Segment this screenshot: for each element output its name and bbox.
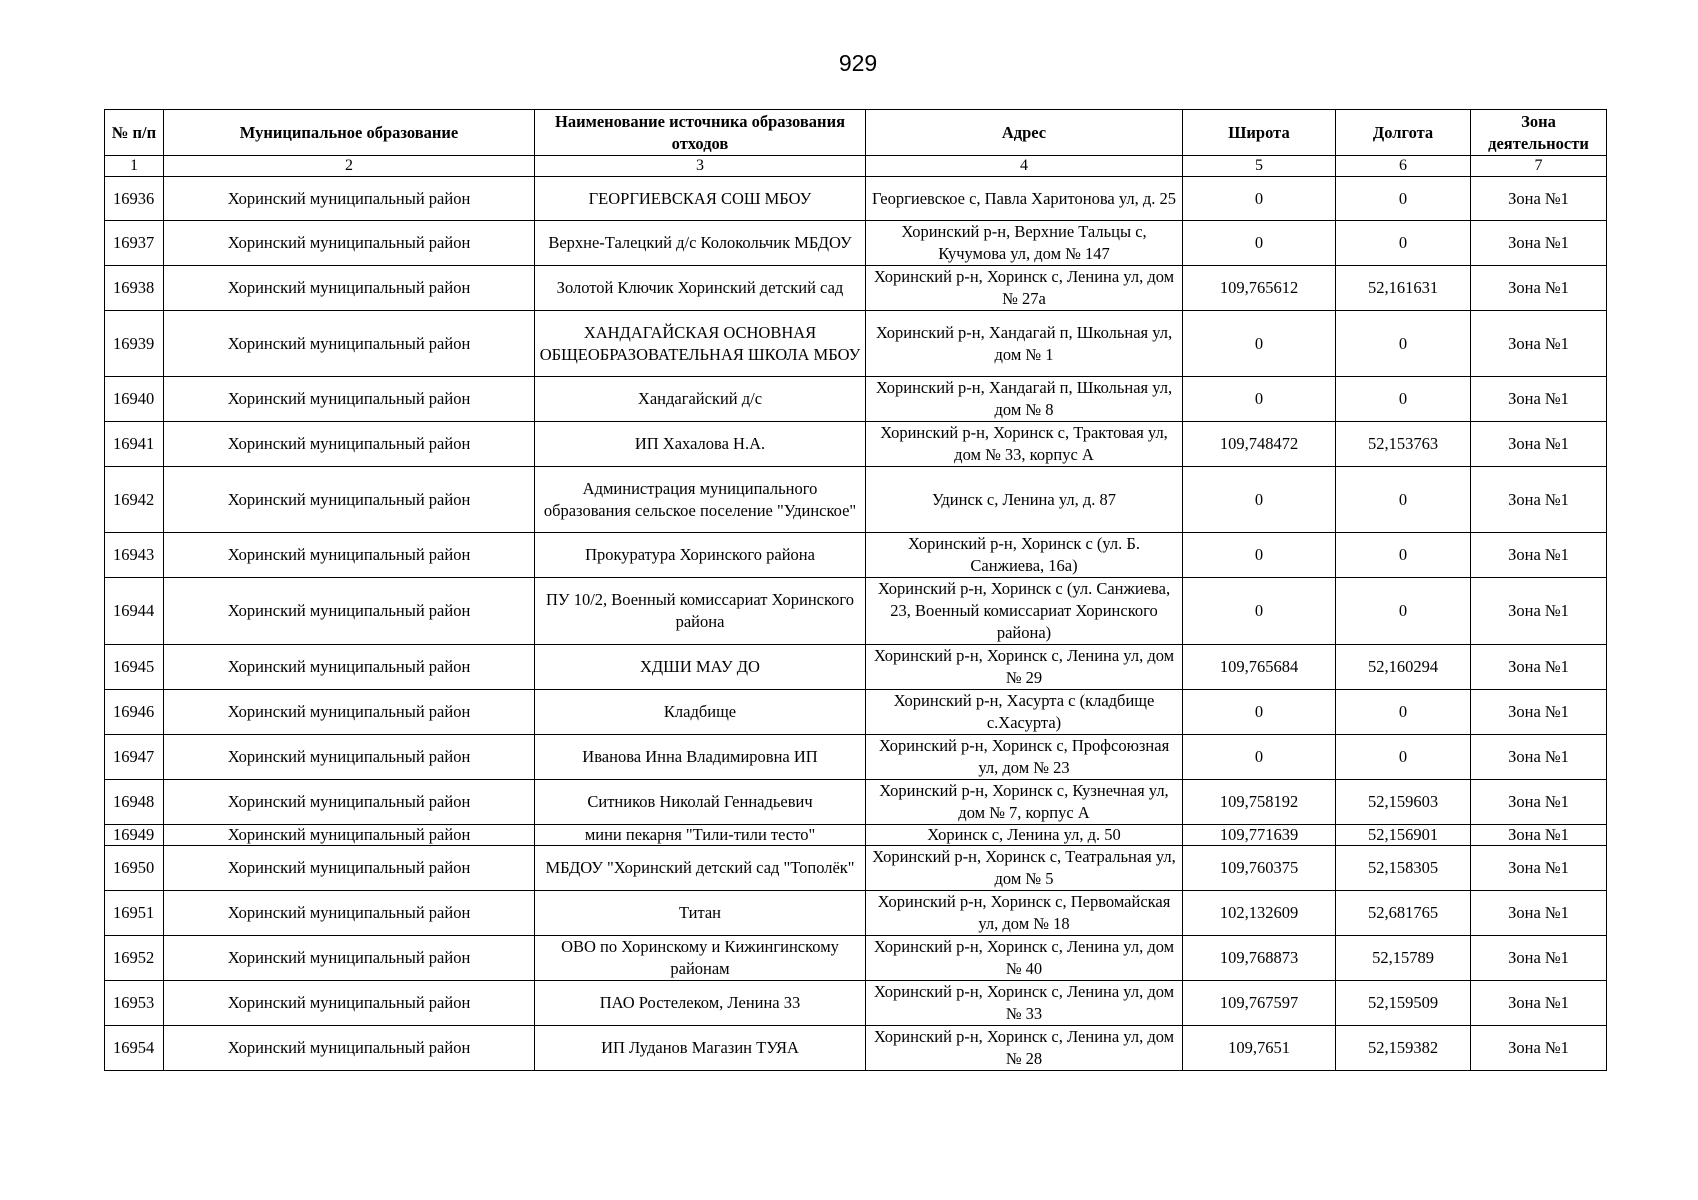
address-cell: Хоринский р-н, Хоринск с, Трактовая ул, дом № 33, корпус А bbox=[866, 422, 1183, 467]
longitude-cell: 0 bbox=[1336, 690, 1471, 735]
row-number: 16940 bbox=[105, 377, 164, 422]
source-cell: ИП Хахалова Н.А. bbox=[535, 422, 866, 467]
row-number: 16954 bbox=[105, 1026, 164, 1071]
municipality-cell: Хоринский муниципальный район bbox=[164, 735, 535, 780]
municipality-cell: Хоринский муниципальный район bbox=[164, 422, 535, 467]
longitude-cell: 0 bbox=[1336, 533, 1471, 578]
header-longitude: Долгота bbox=[1336, 110, 1471, 156]
table-row bbox=[105, 825, 1607, 846]
municipality-cell: Хоринский муниципальный район bbox=[164, 377, 535, 422]
table-row bbox=[105, 422, 1607, 467]
address-cell: Хоринский р-н, Хоринск с, Ленина ул, дом № 28 bbox=[866, 1026, 1183, 1071]
latitude-cell: 109,760375 bbox=[1183, 846, 1336, 891]
table-row bbox=[105, 981, 1607, 1026]
zone-cell: Зона №1 bbox=[1471, 846, 1607, 891]
address-cell: Хоринский р-н, Хоринск с, Первомайская ул, дом № 18 bbox=[866, 891, 1183, 936]
source-cell: МБДОУ "Хоринский детский сад "Тополёк" bbox=[535, 846, 866, 891]
municipality-cell: Хоринский муниципальный район bbox=[164, 533, 535, 578]
row-number: 16947 bbox=[105, 735, 164, 780]
address-cell: Хоринский р-н, Хоринск с, Ленина ул, дом № 40 bbox=[866, 936, 1183, 981]
latitude-cell: 109,768873 bbox=[1183, 936, 1336, 981]
row-number: 16951 bbox=[105, 891, 164, 936]
table-row bbox=[105, 936, 1607, 981]
longitude-cell: 52,159509 bbox=[1336, 981, 1471, 1026]
longitude-cell: 52,681765 bbox=[1336, 891, 1471, 936]
longitude-cell: 0 bbox=[1336, 377, 1471, 422]
latitude-cell: 109,748472 bbox=[1183, 422, 1336, 467]
zone-cell: Зона №1 bbox=[1471, 221, 1607, 266]
latitude-cell: 109,765684 bbox=[1183, 645, 1336, 690]
source-cell: Золотой Ключик Хоринский детский сад bbox=[535, 266, 866, 311]
address-cell: Георгиевское с, Павла Харитонова ул, д. 25 bbox=[866, 177, 1183, 221]
address-cell: Удинск с, Ленина ул, д. 87 bbox=[866, 467, 1183, 533]
header-source: Наименование источника образования отходов bbox=[535, 110, 866, 156]
longitude-cell: 0 bbox=[1336, 177, 1471, 221]
municipality-cell: Хоринский муниципальный район bbox=[164, 891, 535, 936]
longitude-cell: 52,153763 bbox=[1336, 422, 1471, 467]
column-number: 3 bbox=[535, 156, 866, 177]
latitude-cell: 0 bbox=[1183, 467, 1336, 533]
zone-cell: Зона №1 bbox=[1471, 311, 1607, 377]
table-row bbox=[105, 846, 1607, 891]
municipality-cell: Хоринский муниципальный район bbox=[164, 936, 535, 981]
latitude-cell: 0 bbox=[1183, 177, 1336, 221]
zone-cell: Зона №1 bbox=[1471, 467, 1607, 533]
table-row bbox=[105, 377, 1607, 422]
column-numbers-row bbox=[105, 156, 1607, 177]
zone-cell: Зона №1 bbox=[1471, 735, 1607, 780]
column-number: 1 bbox=[105, 156, 164, 177]
longitude-cell: 52,159382 bbox=[1336, 1026, 1471, 1071]
source-cell: Хандагайский д/с bbox=[535, 377, 866, 422]
row-number: 16936 bbox=[105, 177, 164, 221]
row-number: 16944 bbox=[105, 578, 164, 645]
zone-cell: Зона №1 bbox=[1471, 578, 1607, 645]
table-row bbox=[105, 533, 1607, 578]
address-cell: Хоринский р-н, Хоринск с (ул. Б. Санжиева, 16а) bbox=[866, 533, 1183, 578]
header-row bbox=[105, 110, 1607, 156]
municipality-cell: Хоринский муниципальный район bbox=[164, 266, 535, 311]
address-cell: Хоринский р-н, Хоринск с, Ленина ул, дом № 27а bbox=[866, 266, 1183, 311]
municipality-cell: Хоринский муниципальный район bbox=[164, 221, 535, 266]
row-number: 16953 bbox=[105, 981, 164, 1026]
source-cell: ПУ 10/2, Военный комиссариат Хоринского района bbox=[535, 578, 866, 645]
column-number: 4 bbox=[866, 156, 1183, 177]
row-number: 16948 bbox=[105, 780, 164, 825]
zone-cell: Зона №1 bbox=[1471, 1026, 1607, 1071]
latitude-cell: 109,7651 bbox=[1183, 1026, 1336, 1071]
row-number: 16937 bbox=[105, 221, 164, 266]
table-row bbox=[105, 690, 1607, 735]
zone-cell: Зона №1 bbox=[1471, 377, 1607, 422]
table-row bbox=[105, 221, 1607, 266]
latitude-cell: 109,771639 bbox=[1183, 825, 1336, 846]
zone-cell: Зона №1 bbox=[1471, 936, 1607, 981]
municipality-cell: Хоринский муниципальный район bbox=[164, 780, 535, 825]
municipality-cell: Хоринский муниципальный район bbox=[164, 467, 535, 533]
municipality-cell: Хоринский муниципальный район bbox=[164, 825, 535, 846]
source-cell: ОВО по Хоринскому и Кижингинскому районам bbox=[535, 936, 866, 981]
column-number: 6 bbox=[1336, 156, 1471, 177]
municipality-cell: Хоринский муниципальный район bbox=[164, 578, 535, 645]
zone-cell: Зона №1 bbox=[1471, 266, 1607, 311]
table-row bbox=[105, 891, 1607, 936]
row-number: 16942 bbox=[105, 467, 164, 533]
address-cell: Хоринский р-н, Хасурта с (кладбище с.Хасурта) bbox=[866, 690, 1183, 735]
header-latitude: Широта bbox=[1183, 110, 1336, 156]
longitude-cell: 52,156901 bbox=[1336, 825, 1471, 846]
longitude-cell: 52,15789 bbox=[1336, 936, 1471, 981]
source-cell: ГЕОРГИЕВСКАЯ СОШ МБОУ bbox=[535, 177, 866, 221]
latitude-cell: 109,767597 bbox=[1183, 981, 1336, 1026]
address-cell: Хоринский р-н, Хоринск с, Ленина ул, дом № 33 bbox=[866, 981, 1183, 1026]
municipality-cell: Хоринский муниципальный район bbox=[164, 1026, 535, 1071]
latitude-cell: 102,132609 bbox=[1183, 891, 1336, 936]
longitude-cell: 0 bbox=[1336, 735, 1471, 780]
source-cell: ИП Луданов Магазин ТУЯА bbox=[535, 1026, 866, 1071]
longitude-cell: 52,160294 bbox=[1336, 645, 1471, 690]
address-cell: Хоринский р-н, Хоринск с, Театральная ул, дом № 5 bbox=[866, 846, 1183, 891]
source-cell: Администрация муниципального образования сельское поселение "Удинское" bbox=[535, 467, 866, 533]
source-cell: Кладбище bbox=[535, 690, 866, 735]
waste-sources-table bbox=[104, 109, 1607, 1071]
address-cell: Хоринский р-н, Хоринск с, Ленина ул, дом № 29 bbox=[866, 645, 1183, 690]
latitude-cell: 109,765612 bbox=[1183, 266, 1336, 311]
municipality-cell: Хоринский муниципальный район bbox=[164, 645, 535, 690]
address-cell: Хоринский р-н, Хоринск с, Кузнечная ул, дом № 7, корпус А bbox=[866, 780, 1183, 825]
longitude-cell: 0 bbox=[1336, 221, 1471, 266]
zone-cell: Зона №1 bbox=[1471, 780, 1607, 825]
municipality-cell: Хоринский муниципальный район bbox=[164, 981, 535, 1026]
table-row bbox=[105, 311, 1607, 377]
header-address: Адрес bbox=[866, 110, 1183, 156]
longitude-cell: 0 bbox=[1336, 578, 1471, 645]
row-number: 16945 bbox=[105, 645, 164, 690]
zone-cell: Зона №1 bbox=[1471, 422, 1607, 467]
latitude-cell: 0 bbox=[1183, 221, 1336, 266]
zone-cell: Зона №1 bbox=[1471, 177, 1607, 221]
address-cell: Хоринский р-н, Хандагай п, Школьная ул, дом № 8 bbox=[866, 377, 1183, 422]
zone-cell: Зона №1 bbox=[1471, 891, 1607, 936]
column-number: 2 bbox=[164, 156, 535, 177]
column-number: 7 bbox=[1471, 156, 1607, 177]
header-municipality: Муниципальное образование bbox=[164, 110, 535, 156]
address-cell: Хоринский р-н, Хоринск с (ул. Санжиева, 23, Военный комиссариат Хоринского района) bbox=[866, 578, 1183, 645]
latitude-cell: 0 bbox=[1183, 690, 1336, 735]
zone-cell: Зона №1 bbox=[1471, 533, 1607, 578]
row-number: 16939 bbox=[105, 311, 164, 377]
page-number: 929 bbox=[838, 50, 878, 76]
zone-cell: Зона №1 bbox=[1471, 825, 1607, 846]
address-cell: Хоринск с, Ленина ул, д. 50 bbox=[866, 825, 1183, 846]
table-row bbox=[105, 467, 1607, 533]
row-number: 16938 bbox=[105, 266, 164, 311]
table-row bbox=[105, 1026, 1607, 1071]
municipality-cell: Хоринский муниципальный район bbox=[164, 311, 535, 377]
source-cell: Верхне-Талецкий д/с Колокольчик МБДОУ bbox=[535, 221, 866, 266]
row-number: 16949 bbox=[105, 825, 164, 846]
table-body bbox=[105, 156, 1607, 1071]
table-row bbox=[105, 578, 1607, 645]
longitude-cell: 52,159603 bbox=[1336, 780, 1471, 825]
address-cell: Хоринский р-н, Верхние Тальцы с, Кучумова ул, дом № 147 bbox=[866, 221, 1183, 266]
row-number: 16943 bbox=[105, 533, 164, 578]
latitude-cell: 0 bbox=[1183, 533, 1336, 578]
table-row bbox=[105, 780, 1607, 825]
zone-cell: Зона №1 bbox=[1471, 690, 1607, 735]
latitude-cell: 109,758192 bbox=[1183, 780, 1336, 825]
address-cell: Хоринский р-н, Хоринск с, Профсоюзная ул, дом № 23 bbox=[866, 735, 1183, 780]
longitude-cell: 0 bbox=[1336, 311, 1471, 377]
latitude-cell: 0 bbox=[1183, 311, 1336, 377]
column-number: 5 bbox=[1183, 156, 1336, 177]
table-row bbox=[105, 266, 1607, 311]
source-cell: ПАО Ростелеком, Ленина 33 bbox=[535, 981, 866, 1026]
table-row bbox=[105, 735, 1607, 780]
row-number: 16941 bbox=[105, 422, 164, 467]
table-row bbox=[105, 645, 1607, 690]
source-cell: Титан bbox=[535, 891, 866, 936]
longitude-cell: 0 bbox=[1336, 467, 1471, 533]
source-cell: Ситников Николай Геннадьевич bbox=[535, 780, 866, 825]
table-row bbox=[105, 177, 1607, 221]
source-cell: Иванова Инна Владимировна ИП bbox=[535, 735, 866, 780]
latitude-cell: 0 bbox=[1183, 735, 1336, 780]
source-cell: Прокуратура Хоринского района bbox=[535, 533, 866, 578]
address-cell: Хоринский р-н, Хандагай п, Школьная ул, дом № 1 bbox=[866, 311, 1183, 377]
header-num: № п/п bbox=[105, 110, 164, 156]
source-cell: ХАНДАГАЙСКАЯ ОСНОВНАЯ ОБЩЕОБРАЗОВАТЕЛЬНАЯ ШКОЛА МБОУ bbox=[535, 311, 866, 377]
source-cell: ХДШИ МАУ ДО bbox=[535, 645, 866, 690]
latitude-cell: 0 bbox=[1183, 377, 1336, 422]
municipality-cell: Хоринский муниципальный район bbox=[164, 177, 535, 221]
zone-cell: Зона №1 bbox=[1471, 981, 1607, 1026]
longitude-cell: 52,158305 bbox=[1336, 846, 1471, 891]
row-number: 16952 bbox=[105, 936, 164, 981]
zone-cell: Зона №1 bbox=[1471, 645, 1607, 690]
header-zone: Зона деятельности bbox=[1471, 110, 1607, 156]
municipality-cell: Хоринский муниципальный район bbox=[164, 846, 535, 891]
source-cell: мини пекарня "Тили-тили тесто" bbox=[535, 825, 866, 846]
row-number: 16946 bbox=[105, 690, 164, 735]
longitude-cell: 52,161631 bbox=[1336, 266, 1471, 311]
row-number: 16950 bbox=[105, 846, 164, 891]
latitude-cell: 0 bbox=[1183, 578, 1336, 645]
municipality-cell: Хоринский муниципальный район bbox=[164, 690, 535, 735]
